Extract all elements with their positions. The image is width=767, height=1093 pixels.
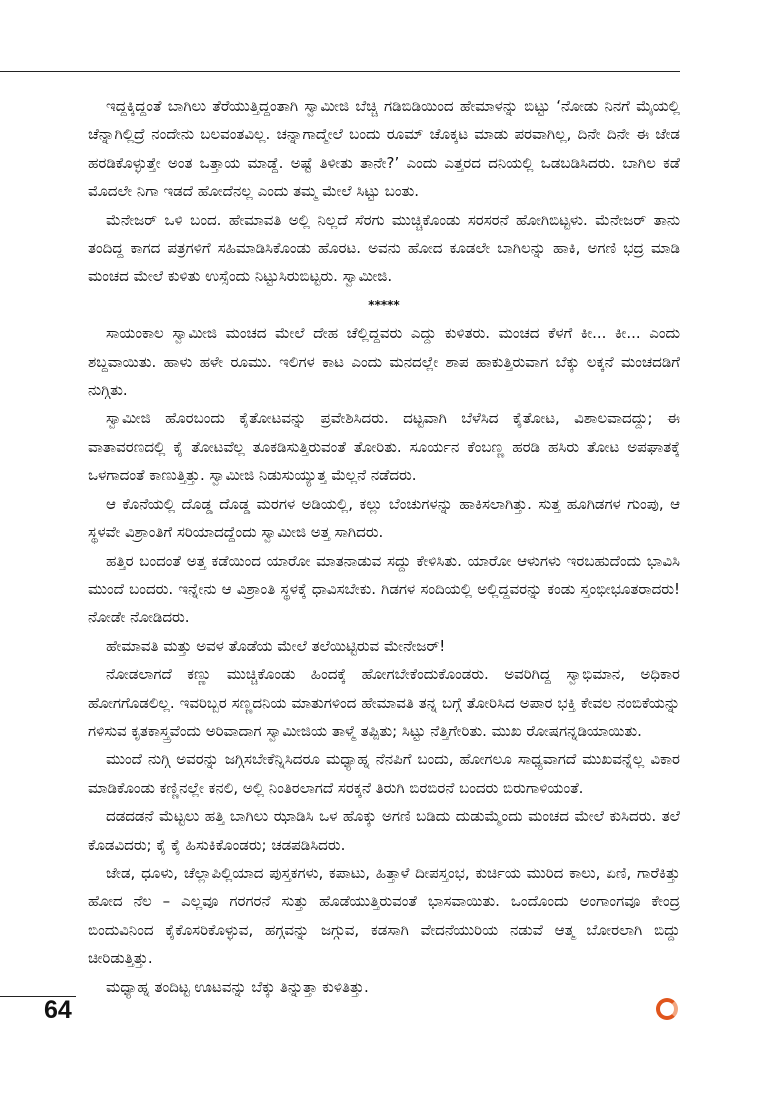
paragraph: ಮೆನೇಜರ್ ಒಳಿ ಬಂದ. ಹೇಮಾವತಿ ಅಲ್ಲಿ ನಿಲ್ಲದೆ ಸೆರಗು ಮುಚ್ಚಿಕೊಂಡು ಸರಸರನೆ ಹೋಗಿಬಿಟ್ಟಳು. ಮೆನೇಜರ್ ತಾನು ತಂದಿದ್ದ ಕಾಗದ ಪತ್ರಗಳಿಗೆ ಸಹಿಮಾಡಿಸಿಕೊಂಡು ಹೊರಟ. ಅವನು ಹೋದ ಕೂಡಲೇ ಬಾಗಿಲನ್ನು ಹಾಕಿ, ಅಗಣಿ ಭದ್ರ ಮಾಡಿ ಮಂಚದ ಮೇಲೆ ಕುಳಿತು ಉಸ್ಸೆಂದು ನಿಟ್ಟುಸಿರುಬಿಟ್ಟರು. ಸ್ವಾಮೀಜಿ. bbox=[88, 210, 680, 286]
paragraph: ಸಾಯಂಕಾಲ ಸ್ವಾಮೀಜಿ ಮಂಚದ ಮೇಲೆ ದೇಹ ಚೆಲ್ಲಿದ್ದವರು ಎದ್ದು ಕುಳಿತರು. ಮಂಚದ ಕೆಳಗೆ ಕೀ... ಕೀ... ಎಂದು ಶಬ್ದವಾಯಿತು. ಹಾಳು ಹಳೇ ರೂಮು. ಇಲಿಗಳ ಕಾಟ ಎಂದು ಮನದಲ್ಲೇ ಶಾಪ ಹಾಕುತ್ತಿರುವಾಗ ಬೆಕ್ಕು ಲಕ್ಕನೆ ಮಂಚದಡಿಗೆ ನುಗ್ಗಿತು. bbox=[88, 324, 680, 400]
paragraph: ಮುಂದೆ ನುಗ್ಗಿ ಅವರನ್ನು ಜಗ್ಗಿಸಬೇಕೆನ್ನಿಸಿದರೂ ಮಧ್ಯಾಹ್ನ ನೆನಪಿಗೆ ಬಂದು, ಹೋಗಲೂ ಸಾಧ್ಯವಾಗದೆ ಮುಖವನ್ನೆಲ್ಲ ವಿಕಾರ ಮಾಡಿಕೊಂಡು ಕಣ್ಣಿನಲ್ಲೇ ಕನಲಿ, ಅಲ್ಲಿ ನಿಂತಿರಲಾಗದೆ ಸರಕ್ಕನೆ ತಿರುಗಿ ಬಿರಬಿರನೆ ಬಂದರು ಬಿರುಗಾಳಿಯಂತೆ. bbox=[88, 750, 680, 797]
section-separator: ***** bbox=[368, 297, 400, 312]
paragraph: ಜೇಡ, ಧೂಳು, ಚೆಲ್ಲಾಪಿಲ್ಲಿಯಾದ ಪುಸ್ತಕಗಳು, ಕಪಾಟು, ಹಿತ್ತಾಳೆ ದೀಪಸ್ತಂಭ, ಕುರ್ಚಿಯ ಮುರಿದ ಕಾಲು, ಏಣಿ, ಗಾರೆಕಿತ್ತು ಹೋದ ನೆಲ – ಎಲ್ಲವೂ ಗರಗರನೆ ಸುತ್ತು ಹೊಡೆಯುತ್ತಿರುವಂತೆ ಭಾಸವಾಯಿತು. ಒಂದೊಂದು ಅಂಗಾಂಗವೂ ಕೇಂದ್ರ ಬಿಂದುವಿನಿಂದ ಕೈಕೊಸರಿಕೊಳ್ಳುವ, ಹಗ್ಗವನ್ನು ಜಗ್ಗುವ, ಕಡಸಾಗಿ ವೇದನೆಯುರಿಯ ನಡುವೆ ಆತ್ಮ ಬೋರಲಾಗಿ ಬಿದ್ದು ಚೀರಿಡುತ್ತಿತ್ತು. bbox=[88, 863, 680, 968]
paragraph: ಆ ಕೊನೆಯಲ್ಲಿ ದೊಡ್ಡ ದೊಡ್ಡ ಮರಗಳ ಅಡಿಯಲ್ಲಿ, ಕಲ್ಲು ಬೆಂಚುಗಳನ್ನು ಹಾಕಿಸಲಾಗಿತ್ತು. ಸುತ್ತ ಹೂಗಿಡಗಳ ಗುಂಪು, ಆ ಸ್ಥಳವೇ ವಿಶ್ರಾಂತಿಗೆ ಸರಿಯಾದದ್ದೆಂದು ಸ್ವಾಮೀಜಿ ಅತ್ತ ಸಾಗಿದರು. bbox=[88, 494, 680, 542]
paragraph: ನೋಡಲಾಗದೆ ಕಣ್ಣು ಮುಚ್ಚಿಕೊಂಡು ಹಿಂದಕ್ಕೆ ಹೋಗಬೇಕೆಂದುಕೊಂಡರು. ಅವರಿಗಿದ್ದ ಸ್ವಾಭಿಮಾನ, ಅಧಿಕಾರ ಹೋಗಗೊಡಲಿಲ್ಲ. ಇವರಿಬ್ಬರ ಸಣ್ಣದನಿಯ ಮಾತುಗಳಿಂದ ಹೇಮಾವತಿ ತನ್ನ ಬಗ್ಗೆ ತೋರಿಸಿದ ಅಪಾರ ಭಕ್ತಿ ಕೇವಲ ನಂಬಿಕೆಯನ್ನು ಗಳಿಸುವ ಕೃತಕಾಸ್ತ್ರವೆಂದು ಅರಿವಾದಾಗ ಸ್ವಾಮೀಜಿಯ ತಾಳ್ಮೆ ತಪ್ಪಿತು; ಸಿಟ್ಟು ನೆತ್ತಿಗೇರಿತು. ಮುಖ ರೋಷಗನ್ನಡಿಯಾಯಿತು. bbox=[88, 665, 680, 740]
ring-icon bbox=[656, 998, 678, 1020]
paragraph: ಹೇಮಾವತಿ ಮತ್ತು ಅವಳ ತೊಡೆಯ ಮೇಲೆ ತಲೆಯಿಟ್ಟಿರುವ ಮೇನೇಜರ್! bbox=[106, 636, 446, 655]
paragraph: ಸ್ವಾಮೀಜಿ ಹೊರಬಂದು ಕೈತೋಟವನ್ನು ಪ್ರವೇಶಿಸಿದರು. ದಟ್ಟವಾಗಿ ಬೆಳೆಸಿದ ಕೈತೋಟ, ವಿಶಾಲವಾದದ್ದು; ಈ ವಾತಾವರಣದಲ್ಲಿ ಕೈ ತೋಟವೆಲ್ಲ ತೂಕಡಿಸುತ್ತಿರುವಂತೆ ತೋರಿತು. ಸೂರ್ಯನ ಕೆಂಬಣ್ಣ ಹರಡಿ ಹಸಿರು ತೋಟ ಅಪಘಾತಕ್ಕೆ ಒಳಗಾದಂತೆ ಕಾಣುತ್ತಿತ್ತು. ಸ್ವಾಮೀಜಿ ನಿಡುಸುಯ್ಯುತ್ತ ಮೆಲ್ಲನೆ ನಡೆದರು. bbox=[88, 409, 680, 485]
paragraph: ದಡದಡನೆ ಮೆಟ್ಟಲು ಹತ್ತಿ ಬಾಗಿಲು ಝಾಡಿಸಿ ಒಳ ಹೊಕ್ಕು ಅಗಣಿ ಬಡಿದು ದುಡುಮ್ಮೆಂದು ಮಂಚದ ಮೇಲೆ ಕುಸಿದರು. ತಲೆ ಕೊಡವಿದರು; ಕೈ ಕೈ ಹಿಸುಕಿಕೊಂಡರು; ಚಡಪಡಿಸಿದರು. bbox=[88, 807, 680, 854]
paragraph: ಇದ್ದಕ್ಕಿದ್ದಂತೆ ಬಾಗಿಲು ತೆರೆಯುತ್ತಿದ್ದಂತಾಗಿ ಸ್ವಾಮೀಜಿ ಬೆಚ್ಚಿ ಗಡಿಬಿಡಿಯಿಂದ ಹೇಮಾಳನ್ನು ಬಿಟ್ಟು ‘ನೋಡು ನಿನಗೆ ಮೈಯಲ್ಲಿ ಚೆನ್ನಾಗಿಲ್ಲಿದ್ರೆ ನಂದೇನು ಬಲವಂತವಿಲ್ಲ. ಚನ್ನಾಗಾದ್ಮೇಲೆ ಬಂದು ರೂಮ್ ಚೊಕ್ಕಟ ಮಾಡು ಪರವಾಗಿಲ್ಲ, ದಿನೇ ದಿನೇ ಈ ಜೇಡ ಹರಡಿಕೊಳ್ಳುತ್ತೇ ಅಂತ ಒತ್ತಾಯ ಮಾಡ್ದೆ. ಅಷ್ಟೆ ತಿಳೀತು ತಾನೇ?’ ಎಂದು ಎತ್ತರದ ದನಿಯಲ್ಲಿ ಒಡಬಡಿಸಿದರು. ಬಾಗಿಲ ಕಡೆ ಮೊದಲೇ ನಿಗಾ ಇಡದೆ ಹೋದೆನಲ್ಲ ಎಂದು ತಮ್ಮ ಮೇಲೆ ಸಿಟ್ಟು ಬಂತು. bbox=[88, 97, 680, 201]
paragraph: ಹತ್ತಿರ ಬಂದಂತೆ ಅತ್ತ ಕಡೆಯಿಂದ ಯಾರೋ ಮಾತನಾಡುವ ಸದ್ದು ಕೇಳಿಸಿತು. ಯಾರೋ ಆಳುಗಳು ಇರಬಹುದೆಂದು ಭಾವಿಸಿ ಮುಂದೆ ಬಂದರು. ಇನ್ನೇನು ಆ ವಿಶ್ರಾಂತಿ ಸ್ಥಳಕ್ಕೆ ಧಾವಿಸಬೇಕು. ಗಿಡಗಳ ಸಂದಿಯಲ್ಲಿ ಅಲ್ಲಿದ್ದವರನ್ನು ಕಂಡು ಸ್ತಂಭೀಭೂತರಾದರು! ನೋಡೇ ನೋಡಿದರು. bbox=[88, 551, 680, 627]
top-rule bbox=[0, 71, 680, 72]
page-body bbox=[88, 92, 680, 1001]
paragraph: ಮಧ್ಯಾಹ್ನ ತಂದಿಟ್ಟ ಊಟವನ್ನು ಬೆಕ್ಕು ತಿನ್ನುತ್ತಾ ಕುಳಿತಿತ್ತು. bbox=[106, 977, 369, 996]
page-number: 64 bbox=[44, 996, 72, 1024]
